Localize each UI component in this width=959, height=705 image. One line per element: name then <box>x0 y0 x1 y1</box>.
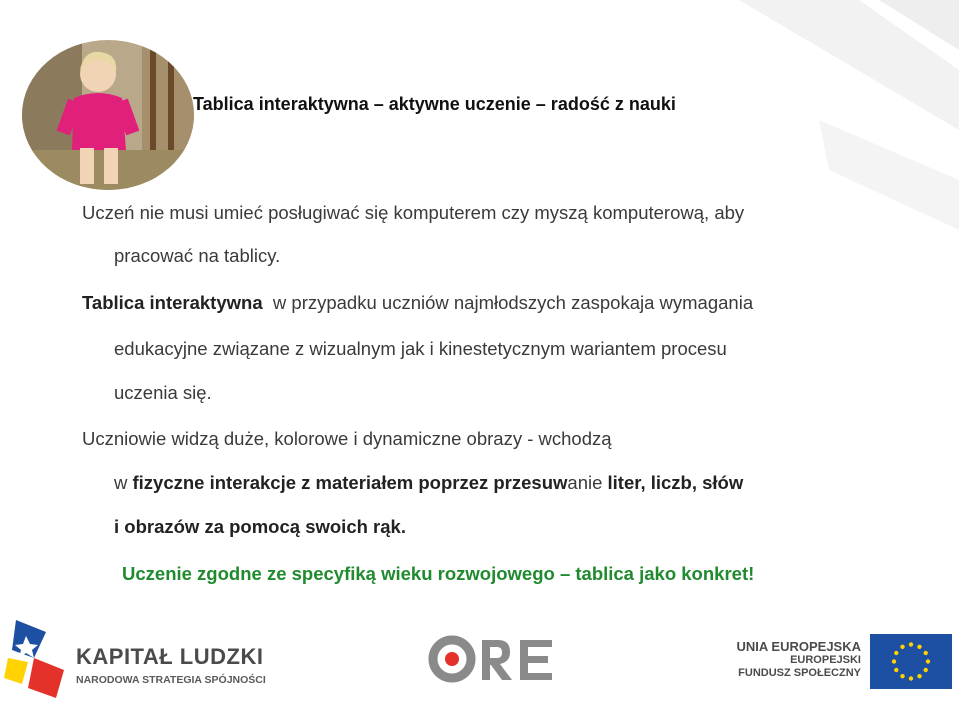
kapital-ludzki-text <box>76 644 266 686</box>
eu-star <box>892 659 896 663</box>
eu-star <box>894 651 898 655</box>
paragraph-2-line-2: edukacyjne związane z wizualnym jak i kinestetycznym wariantem procesu <box>114 338 727 359</box>
eu-text <box>737 639 861 680</box>
paragraph-3-b: fizyczne interakcje z materiałem poprzez przesuw <box>132 472 568 493</box>
paragraph-2-bold: Tablica interaktywna <box>82 292 263 313</box>
eu-line-2: EUROPEJSKI <box>790 654 861 667</box>
paragraph-3-c: anie <box>567 472 608 493</box>
eu-star <box>909 642 913 646</box>
paragraph-2-line-3: uczenia się. <box>114 382 212 403</box>
ore-logo-icon <box>428 634 554 684</box>
highlight-statement: Uczenie zgodne ze specyfiką wieku rozwojowego – tablica jako konkret! <box>122 563 755 584</box>
paragraph-3-d: liter, liczb, słów <box>607 472 744 493</box>
child-photo <box>22 40 194 190</box>
paragraph-2-rest: w przypadku uczniów najmłodszych zaspokaja wymagania <box>262 292 754 313</box>
paragraph-1-line-1: Uczeń nie musi umieć posługiwać się komputerem czy myszą komputerową, aby <box>82 202 745 223</box>
paragraph-3-a: w <box>114 472 133 493</box>
eu-star <box>917 674 921 678</box>
eu-star <box>894 668 898 672</box>
eu-line-1: UNIA EUROPEJSKA <box>736 639 861 654</box>
eu-star <box>926 659 930 663</box>
kapital-ludzki-title: KAPITAŁ LUDZKI <box>76 644 264 669</box>
eu-star <box>900 674 904 678</box>
paragraph-3-line-3: i obrazów za pomocą swoich rąk. <box>114 516 406 537</box>
eu-star <box>924 651 928 655</box>
kapital-ludzki-logo-icon <box>4 618 68 700</box>
footer-logos <box>0 612 959 705</box>
eu-star <box>909 676 913 680</box>
eu-star <box>900 645 904 649</box>
paragraph-2-line-1 <box>82 292 753 314</box>
page-title: Tablica interaktywna – aktywne uczenie – radość z nauki <box>193 94 676 114</box>
eu-flag-icon <box>870 634 952 689</box>
eu-star <box>917 645 921 649</box>
paragraph-1-line-2: pracować na tablicy. <box>114 245 281 266</box>
eu-star <box>924 668 928 672</box>
paragraph-3-line-2 <box>114 472 743 494</box>
paragraph-3-line-1: Uczniowie widzą duże, kolorowe i dynamiczne obrazy - wchodzą <box>82 428 612 449</box>
background-decoration <box>699 0 959 300</box>
eu-line-3: FUNDUSZ SPOŁECZNY <box>738 667 861 680</box>
kapital-ludzki-subtitle: NARODOWA STRATEGIA SPÓJNOŚCI <box>76 674 266 686</box>
